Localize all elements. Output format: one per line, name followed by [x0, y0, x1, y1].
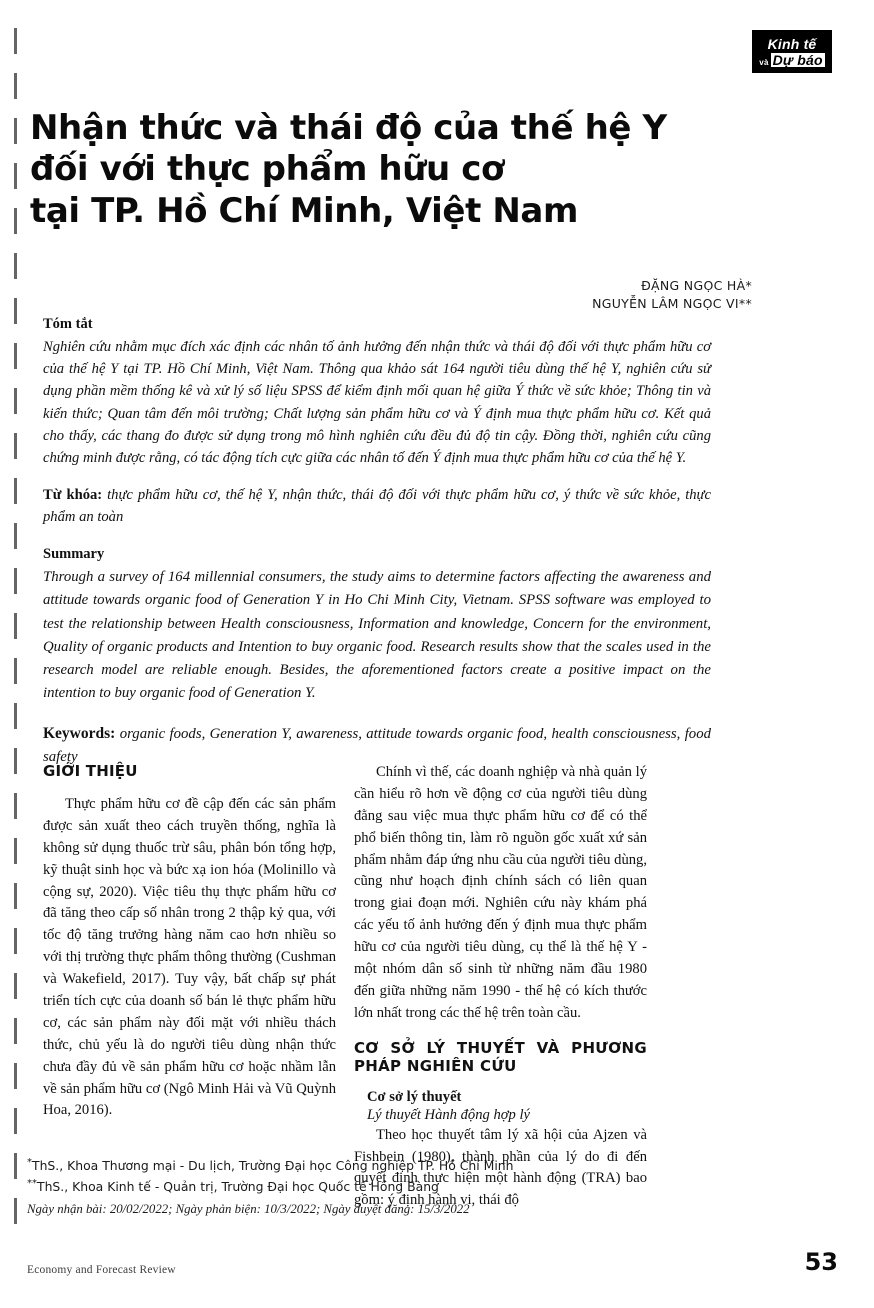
- footnote-1-text: ThS., Khoa Thương mại - Du lịch, Trường Đại học Công nghiệp TP. Hồ Chí Minh: [32, 1158, 514, 1174]
- author-name-2: NGUYỄN LÂM NGỌC VI**: [592, 296, 752, 312]
- footnote-2-text: ThS., Khoa Kinh tế - Quản trị, Trường Đại học Quốc tế Hồng Bàng: [37, 1179, 439, 1195]
- subheading-co-so-ly-thuyet: Cơ sở lý thuyết: [367, 1088, 462, 1105]
- paragraph-intro: Thực phẩm hữu cơ đề cập đến các sản phẩm được sản xuất theo cách truyền thống, nghĩa là không sử dụng thuốc trừ sâu, phân bón tổng hợp, kỹ thuật sinh học và bức xạ ion hóa (Molinillo và cộng sự, 2020). Việc tiêu thụ thực phẩm hữu cơ đã tăng theo cấp số nhân trong 2 thập kỷ qua, với tốc độ tăng trưởng hàng năm cao hơn nhiều so với thị trường thực phẩm thông thường (Cushman và Wakefield, 2017). Tuy vậy, bất chấp sự phát triển tích cực của doanh số bán lẻ thực phẩm hữu cơ, các sản phẩm này đối mặt với nhiều thách thức, chủ yếu là do người tiêu dùng nhận thức chưa đầy đủ về sản phẩm hữu cơ hoặc nhầm lẫn về sản phẩm hữu cơ (Ngô Minh Hải và Vũ Quỳnh Hoa, 2016).: [43, 796, 336, 1119]
- paragraph-motivation: Chính vì thế, các doanh nghiệp và nhà quản lý cần hiểu rõ hơn về động cơ của người tiêu dùng đằng sau việc mua thực phẩm hữu cơ để có thể phổ biến thông tin, làm rõ nguồn gốc xuất xứ sản phẩm nhằm đáp ứng nhu cầu của người tiêu dùng, cũng như hoạch định chính sách có liên quan trong giai đoạn mới. Nghiên cứu này khám phá các yếu tố ảnh hưởng đến ý định mua thực phẩm hữu cơ của người tiêu dùng, cụ thể là thế hệ Y - một nhóm dân số sinh từ những năm đầu 1980 đến giữa những năm 1990 - thế hệ có kích thước lớn nhất trong các thế hệ trên toàn cầu.: [354, 764, 647, 1021]
- journal-logo-subtitle: Dự báo: [772, 51, 823, 68]
- abstract-vi-label: Tóm tắt: [43, 316, 93, 332]
- body-column-right: [354, 762, 647, 1212]
- author-list: [592, 277, 752, 313]
- title-line-3: tại TP. Hồ Chí Minh, Việt Nam: [30, 190, 579, 231]
- abstract-vi-body: Nghiên cứu nhằm mục đích xác định các nhân tố ảnh hưởng đến nhận thức và thái độ đối với thực phẩm hữu cơ của thế hệ Y tại TP. Hồ Chí Minh, Việt Nam. Thông qua khảo sát 164 người tiêu dùng thế hệ Y, nghiên cứu sử dụng phần mềm thống kê và xử lý số liệu SPSS để kiểm định mối quan hệ giữa Ý thức về sức khỏe; Thông tin và kiến thức; Quan tâm đến môi trường; Chất lượng sản phẩm hữu cơ và Ý định mua thực phẩm hữu cơ. Kết quả cho thấy, các thang đo được sử dụng trong mô hình nghiên cứu đều đủ độ tin cậy. Đồng thời, nghiên cứu cũng chứng minh được rằng, có tác động tích cực giữa các nhân tố đến Ý định mua thực phẩm hữu cơ của thế hệ Y.: [43, 339, 711, 466]
- paragraph-tra-theory: Theo học thuyết tâm lý xã hội của Ajzen và Fishbein (1980), thành phần của lý do đi đến quyết định thực hiện một hành động (TRA) bao gồm: ý định hành vi, thái độ: [354, 1126, 647, 1209]
- keywords-vi: [43, 484, 711, 528]
- page-footer: [27, 1248, 838, 1276]
- footnote-block: [27, 1155, 727, 1220]
- page-number: 53: [804, 1248, 838, 1276]
- subheading-ly-thuyet-tra: Lý thuyết Hành động hợp lý: [367, 1106, 531, 1123]
- keywords-en-value: organic foods, Generation Y, awareness, attitude towards organic food, health consciousness, food safety: [43, 725, 712, 766]
- footnote-1-marker: *: [27, 1157, 32, 1168]
- journal-logo-line2: [759, 53, 824, 67]
- scan-binding-marks: [14, 28, 17, 1243]
- body-column-left: [43, 762, 336, 1122]
- heading-gioi-thieu: GIỚI THIỆU: [43, 762, 138, 780]
- keywords-en-label: Keywords:: [43, 724, 116, 742]
- journal-logo-conjunction: và: [759, 57, 769, 67]
- column-spacer: [354, 1025, 647, 1039]
- heading-co-so-ly-thuyet: [354, 1039, 647, 1075]
- abstract-en-label: Summary: [43, 546, 105, 563]
- journal-name-footer: Economy and Forecast Review: [27, 1264, 176, 1276]
- journal-logo-line1: Kinh tế: [767, 35, 817, 52]
- footnote-2: [27, 1176, 727, 1197]
- title-line-2: đối với thực phẩm hữu cơ: [30, 149, 504, 190]
- heading-line-1: CƠ SỞ LÝ THUYẾT VÀ PHƯƠNG PHÁP: [354, 1038, 647, 1075]
- page-title: [30, 108, 730, 232]
- heading-line-2: NGHIÊN CỨU: [406, 1056, 517, 1075]
- footnote-1: [27, 1155, 727, 1176]
- submission-dates: Ngày nhận bài: 20/02/2022; Ngày phản biện: 10/3/2022; Ngày duyệt đăng: 15/3/2022: [27, 1202, 470, 1217]
- keywords-vi-value: thực phẩm hữu cơ, thế hệ Y, nhận thức, thái độ đối với thực phẩm hữu cơ, ý thức về sức khỏe, thực phẩm an toàn: [43, 487, 711, 526]
- footnote-2-marker: **: [27, 1178, 37, 1190]
- title-line-1: Nhận thức và thái độ của thế hệ Y: [30, 108, 667, 148]
- abstract-en-body: Through a survey of 164 millennial consumers, the study aims to determine factors affecting the awareness and attitude towards organic food of Generation Y in Ho Chi Minh City, Vietnam. SPSS software was employed to test the relationship between Health consciousness, Information and knowledge, Concern for the environment, Quality of organic products and Intention to buy organic food. Research results show that the scales used in the research model are reliable enough. Besides, the aforementioned factors create a positive impact on the intention to buy organic food of Generation Y.: [43, 569, 711, 701]
- journal-logo: [753, 31, 831, 72]
- abstract-section: [43, 316, 711, 769]
- author-name-1: ĐẶNG NGỌC HÀ*: [641, 278, 752, 293]
- keywords-vi-label: Từ khóa:: [43, 487, 103, 504]
- abstract-en-section: [43, 546, 711, 769]
